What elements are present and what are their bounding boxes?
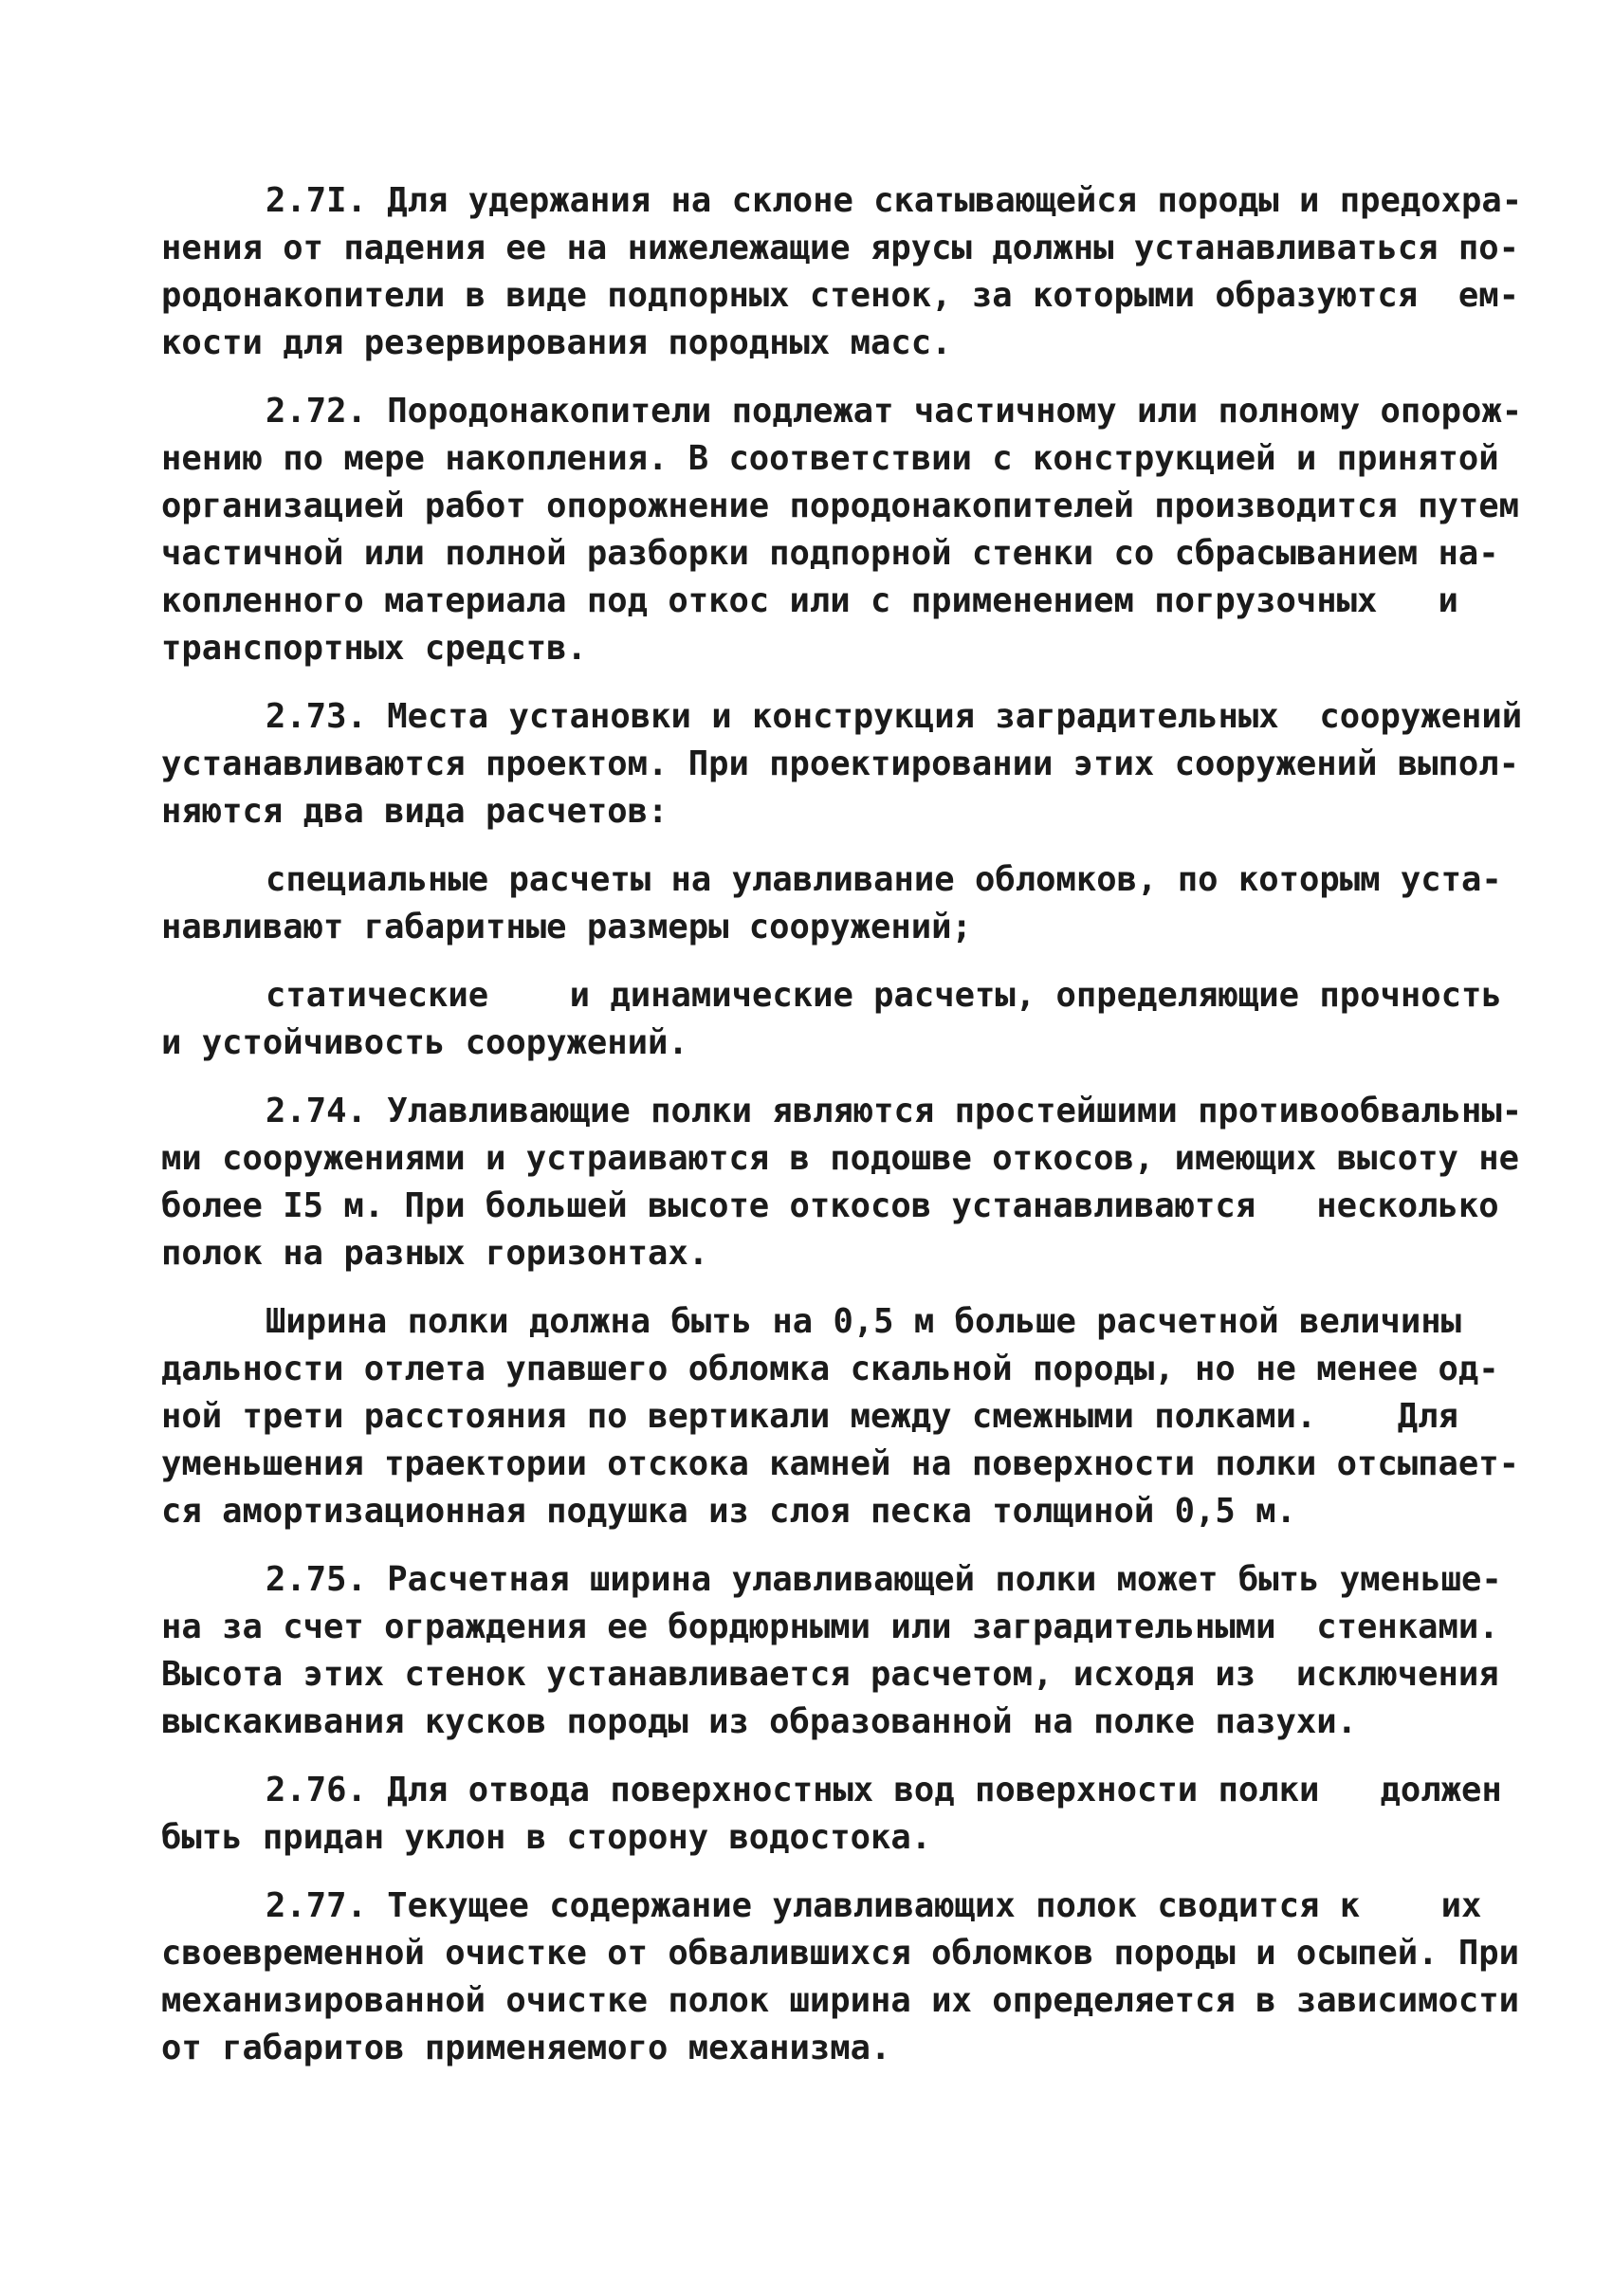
- text-line: 2.7I. Для удержания на склоне скатывающейся породы и предохра-: [266, 181, 1523, 220]
- text-line: транспортных средств.: [161, 629, 587, 668]
- text-line: ся амортизационная подушка из слоя песка толщиной 0,5 м.: [161, 1492, 1296, 1531]
- text-line: 2.73. Места установки и конструкция заградительных сооружений: [266, 697, 1523, 736]
- text-line: родонакопители в виде подпорных стенок, за которыми образуются ем-: [161, 276, 1519, 315]
- text-line: выскакивания кусков породы из образованной на полке пазухи.: [161, 1702, 1357, 1741]
- text-line: 2.77. Текущее содержание улавливающих полок сводится к их: [266, 1886, 1482, 1925]
- text-line: ми сооружениями и устраиваются в подошве откосов, имеющих высоту не: [161, 1139, 1519, 1178]
- text-line: нению по мере накопления. В соответствии с конструкцией и принятой: [161, 439, 1499, 478]
- text-line: 2.75. Расчетная ширина улавливающей полки может быть уменьше-: [266, 1560, 1502, 1599]
- paragraph-2-73: [161, 693, 1523, 836]
- paragraph-2-74: [161, 1088, 1523, 1277]
- paragraph-2-76: [161, 1767, 1502, 1862]
- text-line: ной трети расстояния по вертикали между смежными полками. Для: [161, 1397, 1458, 1436]
- text-line: механизированной очистке полок ширина их определяется в зависимости: [161, 1981, 1519, 2020]
- paragraph-2-75: [161, 1556, 1502, 1746]
- text-line: 2.74. Улавливающие полки являются простейшими противообвальны-: [266, 1092, 1523, 1130]
- document-body: [161, 177, 1523, 2093]
- paragraph-2-73-static-calcs: [161, 972, 1502, 1067]
- paragraph-2-73-special-calcs: [161, 856, 1502, 951]
- text-line: специальные расчеты на улавливание обломков, по которым уста-: [266, 860, 1502, 899]
- text-line: на за счет ограждения ее бордюрными или заградительными стенками.: [161, 1607, 1499, 1646]
- text-line: быть придан уклон в сторону водостока.: [161, 1818, 932, 1857]
- text-line: организацией работ опорожнение породонакопителей производится путем: [161, 487, 1519, 525]
- text-line: более I5 м. При большей высоте откосов устанавливаются несколько: [161, 1186, 1499, 1225]
- text-line: и устойчивость сооружений.: [161, 1023, 688, 1062]
- text-line: своевременной очистке от обвалившихся обломков породы и осыпей. При: [161, 1934, 1519, 1973]
- text-line: устанавливаются проектом. При проектировании этих сооружений выпол-: [161, 744, 1519, 783]
- text-line: полок на разных горизонтах.: [161, 1234, 709, 1273]
- text-line: няются два вида расчетов:: [161, 792, 669, 831]
- paragraph-2-74-shelf-width: [161, 1298, 1519, 1535]
- paragraph-2-77: [161, 1883, 1519, 2072]
- text-line: Высота этих стенок устанавливается расчетом, исходя из исключения: [161, 1655, 1499, 1694]
- text-line: Ширина полки должна быть на 0,5 м больше расчетной величины: [266, 1302, 1461, 1341]
- text-line: 2.72. Породонакопители подлежат частичному или полному опорож-: [266, 392, 1523, 431]
- text-line: навливают габаритные размеры сооружений;: [161, 908, 972, 946]
- text-line: от габаритов применяемого механизма.: [161, 2029, 891, 2067]
- text-line: дальности отлета упавшего обломка скальной породы, но не менее од-: [161, 1350, 1499, 1388]
- text-line: статические и динамические расчеты, определяющие прочность: [266, 976, 1502, 1015]
- text-line: 2.76. Для отвода поверхностных вод поверхности полки должен: [266, 1771, 1502, 1809]
- text-line: уменьшения траектории отскока камней на поверхности полки отсыпает-: [161, 1444, 1519, 1483]
- text-line: нения от падения ее на нижележащие ярусы должны устанавливаться по-: [161, 229, 1519, 267]
- text-line: кости для резервирования породных масс.: [161, 323, 952, 362]
- text-line: частичной или полной разборки подпорной стенки со сбрасыванием на-: [161, 534, 1499, 573]
- text-line: копленного материала под откос или с применением погрузочных и: [161, 581, 1458, 620]
- paragraph-2-71: [161, 177, 1523, 367]
- paragraph-2-72: [161, 388, 1523, 672]
